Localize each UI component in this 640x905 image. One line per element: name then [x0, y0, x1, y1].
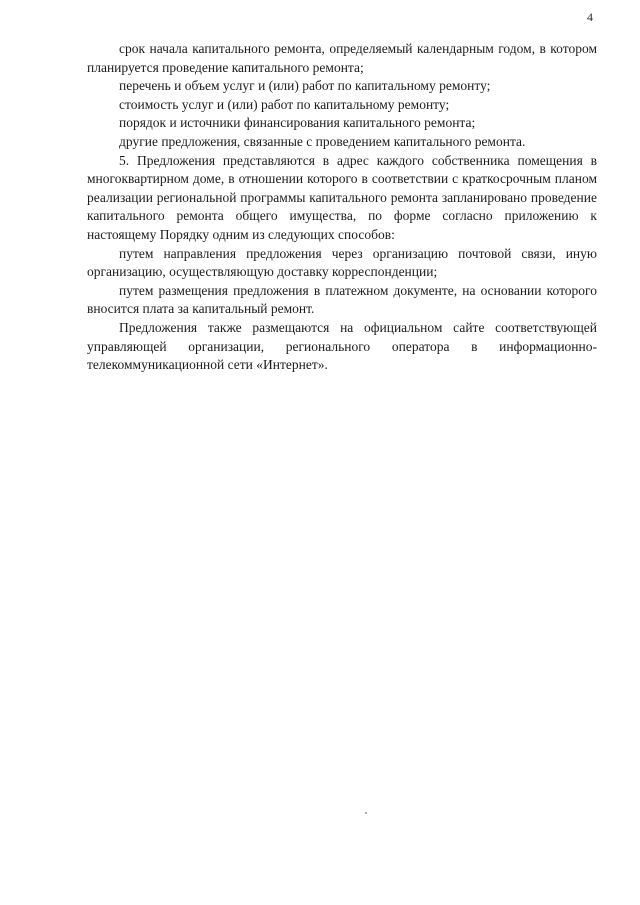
page-number: 4	[587, 10, 593, 24]
paragraph-item-5: 5. Предложения представляются в адрес каждого собственника помещения в многоквартирном доме, в отношении которого в соответствии с краткосрочным планом реализации региональной программы капитального ремонта запланировано проведение капитального ремонта общего имущества, по форме согласно приложению к настоящему Порядку одним из следующих способов:	[87, 152, 597, 242]
paragraph-repair-start-year: срок начала капитального ремонта, определяемый календарным годом, в котором планируется проведение капитального ремонта;	[87, 41, 597, 75]
paragraph-other-proposals: другие предложения, связанные с проведением капитального ремонта.	[119, 133, 526, 149]
paragraph-postal-delivery: путем направления предложения через организацию почтовой связи, иную организацию, осуществляющую доставку корреспонденции;	[87, 245, 597, 280]
document-body	[87, 40, 597, 375]
paragraph-website-publication: Предложения также размещаются на официальном сайте соответствующей управляющей организации, регионального оператора в информационно-телекоммуникационной сети «Интернет».	[87, 319, 597, 373]
scan-speck	[365, 812, 367, 814]
paragraph-funding-sources: порядок и источники финансирования капитального ремонта;	[119, 115, 476, 131]
paragraph-cost-of-works: стоимость услуг и (или) работ по капитальному ремонту;	[119, 96, 450, 112]
paragraph-payment-document: путем размещения предложения в платежном документе, на основании которого вносится плата за капитальный ремонт.	[87, 282, 597, 317]
paragraph-scope-of-works: перечень и объем услуг и (или) работ по капитальному ремонту;	[119, 78, 491, 94]
